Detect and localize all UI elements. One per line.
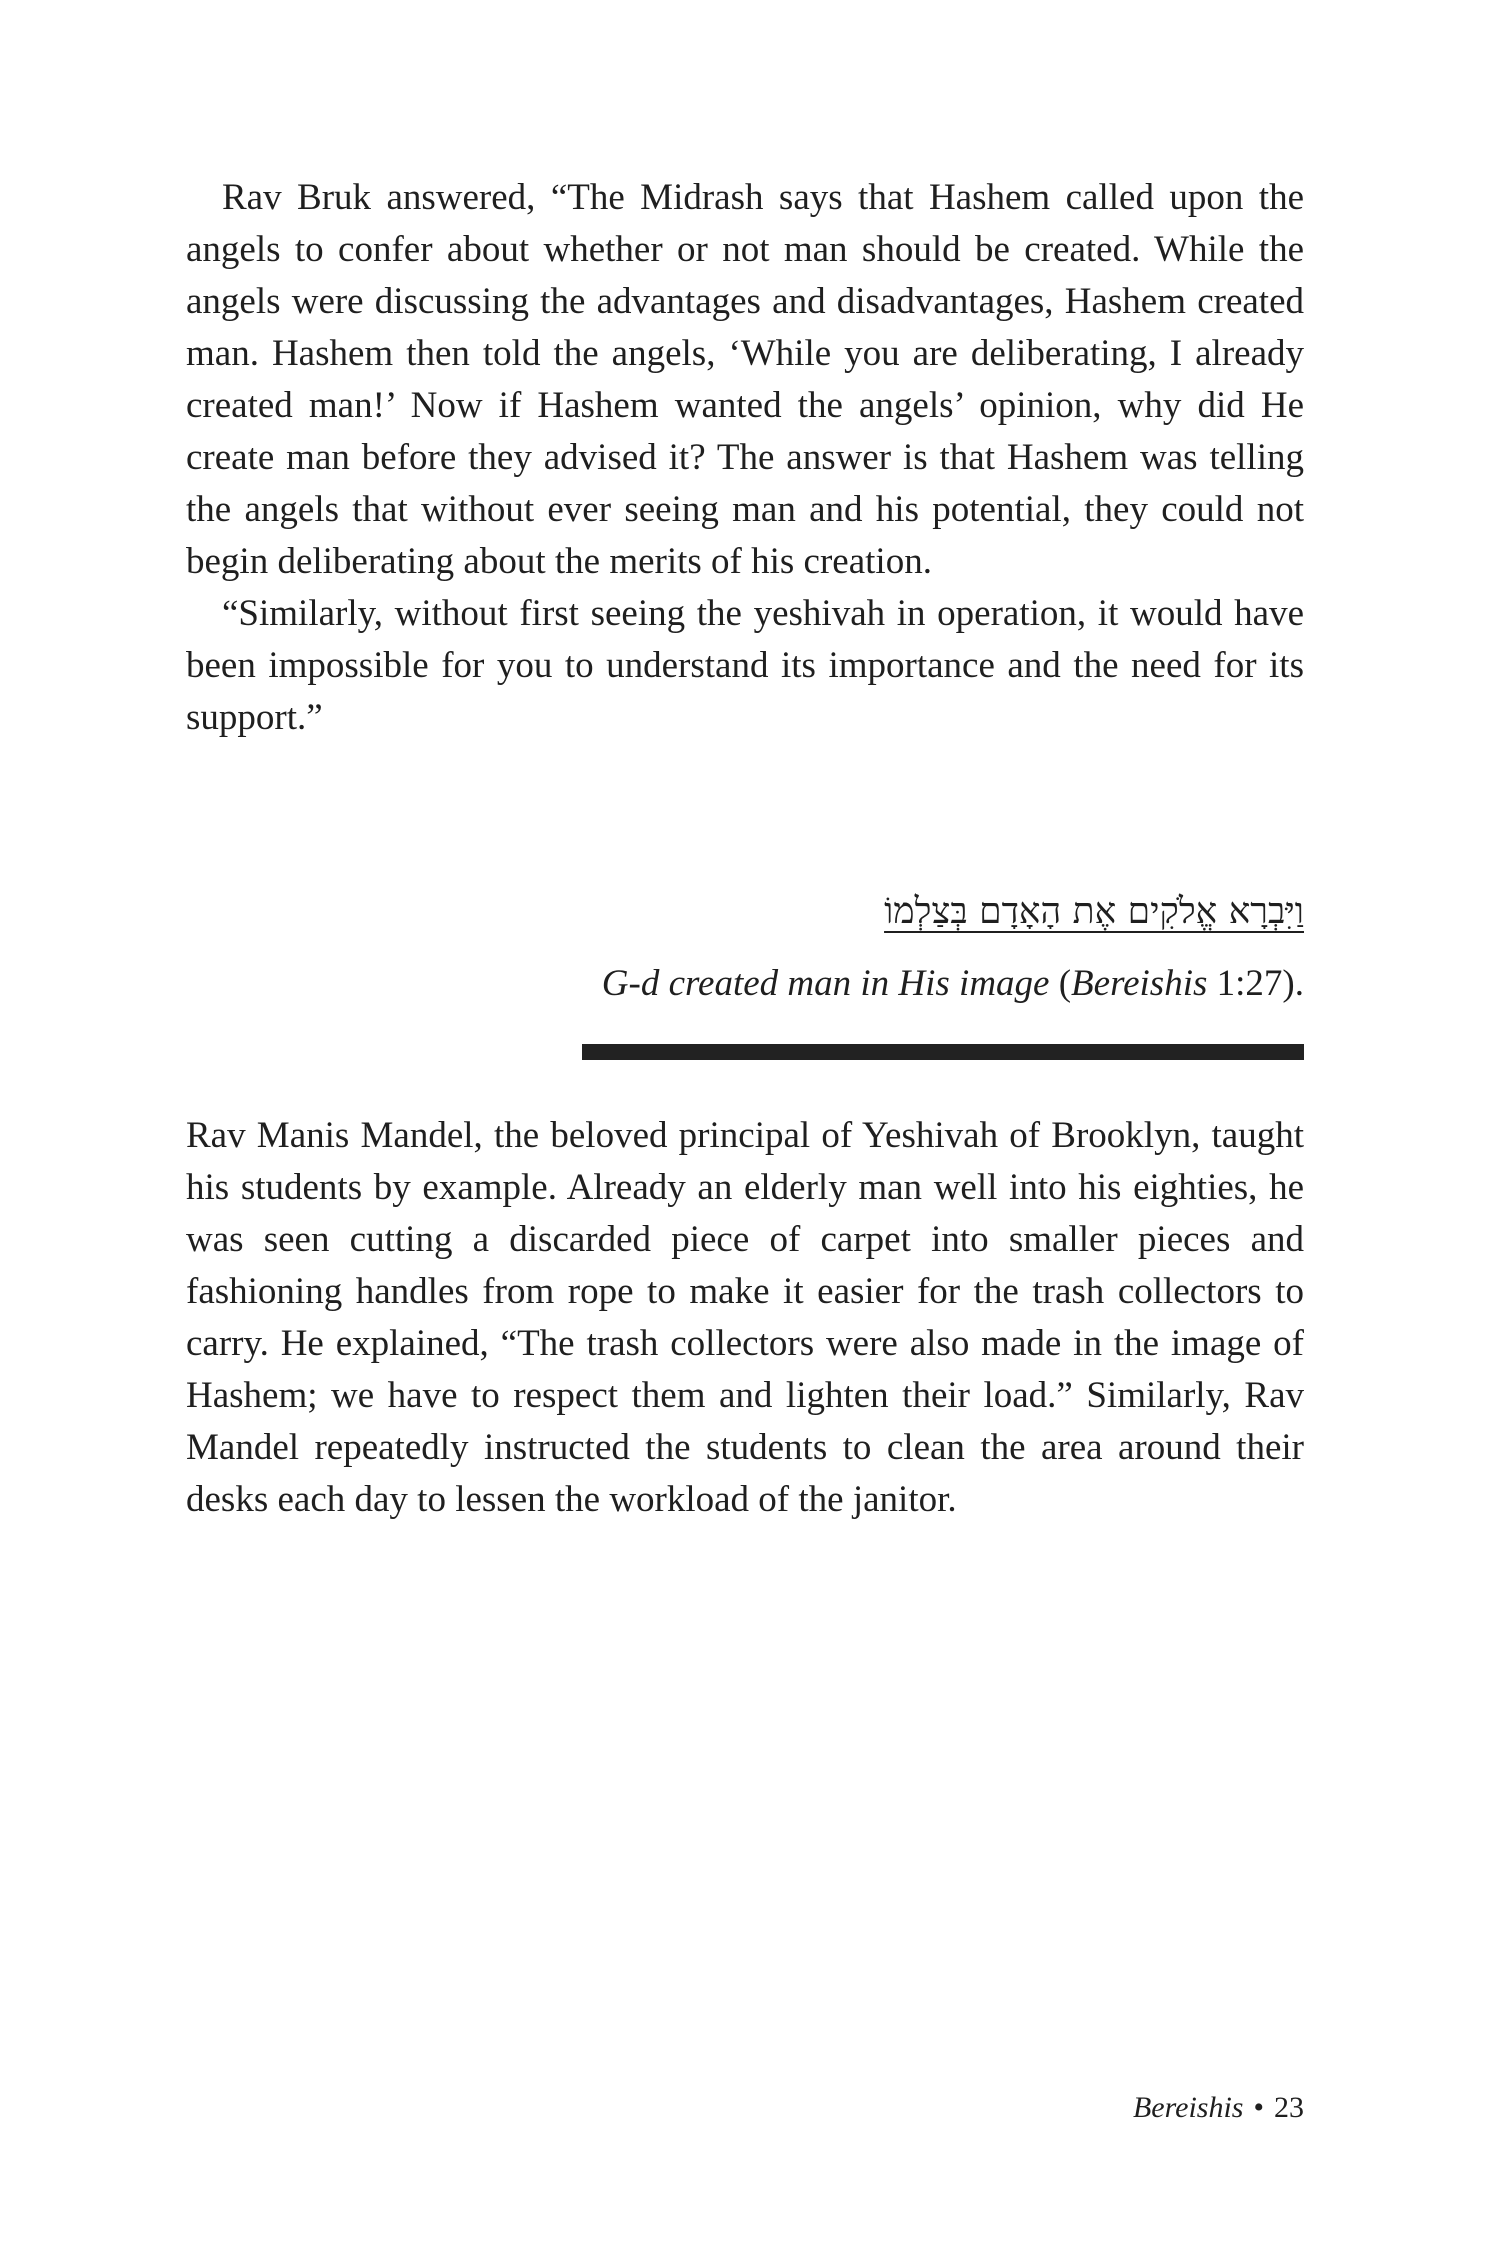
- section-spacer: [186, 744, 1304, 886]
- page-number: 23: [1274, 2091, 1304, 2124]
- source-reference: 1:27).: [1207, 963, 1304, 1004]
- story-paragraph: Rav Manis Mandel, the beloved principal of Yeshivah of Brooklyn, taught his students by example. Already an elderly man well into his eighties, he was seen cutting a discarded piece of carpet into smaller pieces and fashioning handles from rope to make it easier for the trash collectors to carry. He explained, “The trash collectors were also made in the image of Hashem; we have to respect them and lighten their load.” Similarly, Rav Mandel repeatedly instructed the students to clean the area around their desks each day to lessen the workload of the janitor.: [186, 1115, 1304, 1520]
- verse-block: [186, 886, 1304, 1060]
- body-paragraph-1: Rav Bruk answered, “The Midrash says that Hashem called upon the angels to confer about whether or not man should be created. While the angels were discussing the advantages and disadvantages, Hashem created man. Hashem then told the angels, ‘While you are deliberating, I already created man!’ Now if Hashem wanted the angels’ opinion, why did He create man before they advised it? The answer is that Hashem was telling the angels that without ever seeing man and his potential, they could not begin deliberating about the merits of his creation.: [186, 177, 1304, 582]
- source-open: (: [1049, 963, 1072, 1004]
- section-divider-bar: [582, 1044, 1304, 1060]
- verse-translation: [186, 958, 1304, 1010]
- body-paragraph-2: “Similarly, without first seeing the yeshivah in operation, it would have been impossible for you to understand its importance and the need for its support.”: [186, 593, 1304, 738]
- source-name: Bereishis: [1071, 963, 1208, 1004]
- section-spacer-2: [186, 1060, 1304, 1110]
- translation-text: G-d created man in His image: [601, 963, 1050, 1004]
- page-content: [186, 172, 1304, 1526]
- running-footer: [1133, 2088, 1304, 2128]
- hebrew-verse: וַיִּבְרָא אֱלֹקִים אֶת הָאָדָם בְּצַלְמוֹ: [884, 891, 1304, 932]
- footer-bullet: •: [1253, 2091, 1264, 2124]
- footer-section-title: Bereishis: [1132, 2091, 1244, 2124]
